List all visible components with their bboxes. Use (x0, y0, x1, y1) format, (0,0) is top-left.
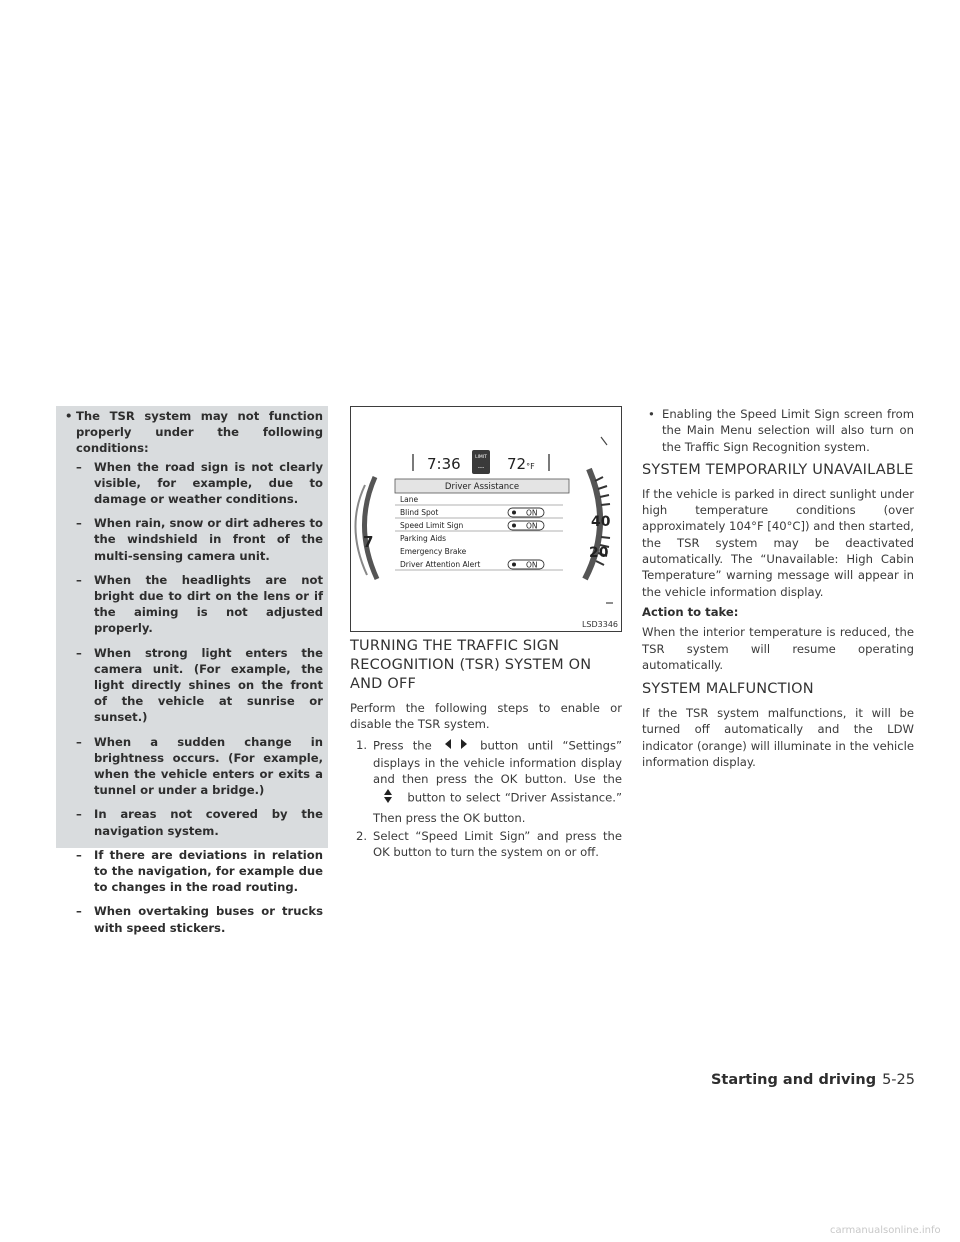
footer-section-title: Starting and driving (710, 1072, 877, 1088)
left-right-arrow-icon (441, 737, 471, 755)
toggle-on-driver-attention-alert (508, 560, 544, 570)
svg-text:LIMIT: LIMIT (475, 455, 487, 460)
watermark: carmanualsonline.info (830, 1225, 941, 1236)
menu-item-emergency-brake: Emergency Brake (400, 547, 467, 556)
page-footer (711, 1072, 915, 1088)
menu-item-speed-limit-sign: Speed Limit Sign (400, 521, 464, 530)
warning-note-box (56, 406, 328, 935)
svg-text:ON: ON (526, 521, 538, 531)
menu-item-lane: Lane (400, 495, 419, 504)
svg-text:---: --- (477, 464, 485, 471)
condition-item: – When the road sign is not clearly visible, for example, due to damage or weather conditions. (76, 459, 323, 507)
condition-item: – When a sudden change in brightness occurs. (For example, when the vehicle enters or exits a tunnel or under a bridge.) (76, 734, 323, 798)
condition-item: – In areas not covered by the navigation system. (76, 807, 323, 838)
cluster-display-figure (350, 406, 622, 632)
svg-text:ON: ON (526, 560, 538, 570)
up-down-arrow-icon (373, 787, 403, 809)
menu-title: Driver Assistance (444, 482, 520, 492)
column-middle (350, 406, 622, 861)
toggle-on-speed-limit-sign (508, 521, 544, 531)
condition-item: – If there are deviations in relation to the navigation, for example due to changes in the road routing. (76, 847, 323, 895)
svg-text:ON: ON (526, 508, 538, 518)
step-1: 1. Press the button until “Settings” displays in the vehicle information display and then press the OK button. Use the button to select “Driver Assistance.” Then press the OK button. (356, 737, 623, 825)
condition-item: – When strong light enters the camera unit. (For example, the light directly shines on the front of the vehicle at sunrise or sunset.) (76, 645, 323, 725)
menu-item-parking-aids: Parking Aids (400, 534, 447, 543)
condition-item: – When overtaking buses or trucks with speed stickers. (76, 904, 323, 935)
page-number: 5-25 (882, 1072, 915, 1088)
section-heading-temporarily-unavailable: SYSTEM TEMPORARILY UNAVAILABLE (642, 461, 914, 478)
action-to-take-text: When the interior temperature is reduced, the TSR system will resume operating automatically. (642, 625, 914, 672)
toggle-on-blind-spot (508, 508, 544, 518)
right-gauge-label-40: 40 (591, 514, 611, 530)
step-2: 2. Select “Speed Limit Sign” and press the OK button to turn the system on or off. (356, 829, 622, 860)
temporarily-unavailable-text: If the vehicle is parked in direct sunlight under high temperature conditions (over approximately 104°F [40°C]) and then started, the TSR system may be deactivated automatically. The “Unavailable: High Cabin Temperature” warning message will appear in the vehicle information display. (642, 486, 914, 599)
action-to-take-label: Action to take: (642, 604, 739, 619)
system-malfunction-text: If the TSR system malfunctions, it will be turned off automatically and the LDW indicator (orange) will illuminate in the vehicle information display. (642, 706, 914, 770)
condition-item: – When the headlights are not bright due to dirt on the lens or if the aiming is not adjusted properly. (76, 572, 323, 636)
warning-intro: • The TSR system may not function properly under the following conditions: (65, 409, 323, 456)
condition-item: – When rain, snow or dirt adheres to the windshield in front of the multi-sensing camera unit. (76, 516, 323, 563)
right-gauge-label-20: 20 (589, 545, 609, 561)
bullet-glyph: • (65, 409, 73, 423)
section-heading-tsr-on-off: TURNING THE TRAFFIC SIGN RECOGNITION (TSR) SYSTEM ON AND OFF (350, 638, 592, 692)
section-intro: Perform the following steps to enable or disable the TSR system. (350, 701, 622, 732)
cluster-display-illustration (351, 407, 621, 631)
figure-code: LSD3346 (581, 620, 618, 629)
clock-readout: 7:36 (427, 455, 461, 473)
column-right (642, 406, 914, 770)
menu-item-blind-spot: Blind Spot (400, 508, 439, 517)
section-heading-system-malfunction: SYSTEM MALFUNCTION (642, 681, 814, 698)
menu-item-driver-attention-alert: Driver Attention Alert (400, 560, 481, 569)
left-gauge-arc (364, 477, 377, 579)
speed-limit-screen-note: • Enabling the Speed Limit Sign screen from the Main Menu selection will also turn on the Traffic Sign Recognition system. (648, 407, 914, 454)
temperature-readout: 72°F (507, 455, 535, 473)
left-gauge-label: 7 (363, 533, 374, 551)
